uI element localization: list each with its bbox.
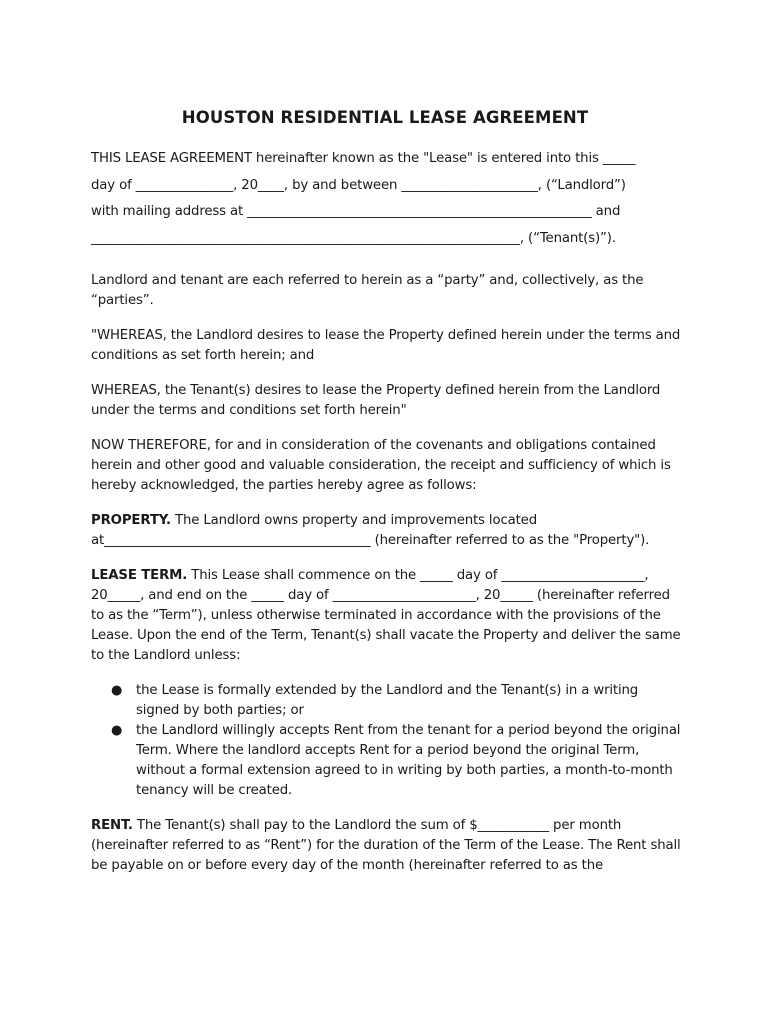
spacer	[91, 252, 681, 271]
spacer	[91, 666, 681, 681]
spacer	[91, 551, 681, 566]
intro-line-4: __________________________________________________________________, (“Tenant(s)”).	[91, 230, 616, 246]
rent-text: The Tenant(s) shall pay to the Landlord the sum of $___________ per month (hereinafter referred to as “Rent”) for the duration of the Term of the Lease. The Rent shall be payable on or before every day of the month (hereinafter referred to as the	[91, 818, 681, 873]
bullet-icon: ●	[111, 683, 123, 698]
list-item	[91, 721, 681, 801]
rent-paragraph	[91, 816, 681, 876]
property-text: The Landlord owns property and improvements located at_________________________________________ (hereinafter referred to as the "Property").	[91, 513, 650, 548]
bullet-text: the Lease is formally extended by the Landlord and the Tenant(s) in a writing signed by both parties; or	[136, 683, 639, 718]
property-heading: PROPERTY.	[91, 513, 171, 528]
intro-line-3: with mailing address at _____________________________________________________ and	[91, 204, 621, 219]
bullet-text: the Landlord willingly accepts Rent from the tenant for a period beyond the original Term. Where the landlord accepts Rent for a period beyond the original Term, without a formal extension agreed to in writing by both parties, a month-to-month tenancy will be created.	[136, 723, 681, 798]
spacer	[91, 496, 681, 511]
intro-line-2: day of _______________, 20____, by and between _____________________, (“Landlord”)	[91, 177, 626, 193]
intro-line-1: THIS LEASE AGREEMENT hereinafter known as the "Lease" is entered into this _____	[91, 151, 636, 166]
document-body	[91, 146, 681, 876]
lease-term-paragraph	[91, 566, 681, 666]
property-paragraph	[91, 511, 681, 551]
spacer	[91, 421, 681, 436]
whereas-paragraph-1: "WHEREAS, the Landlord desires to lease the Property defined herein under the terms and conditions as set forth herein; and	[91, 328, 681, 363]
bullet-icon: ●	[111, 723, 123, 738]
list-item	[91, 681, 681, 721]
intro-section	[91, 146, 681, 252]
lease-term-text: This Lease shall commence on the _____ day of ______________________, 20_____, and end on the _____ day of ______________________, 20_____ (hereinafter referred to as the “Term”), unless otherwise terminated in accordance with the provisions of the Lease. Upon the end of the Term, Tenant(s) shall vacate the Property and deliver the same to the Landlord unless:	[91, 568, 681, 663]
spacer	[91, 801, 681, 816]
spacer	[91, 366, 681, 381]
lease-term-heading: LEASE TERM.	[91, 568, 188, 583]
lease-term-bullet-list	[91, 681, 681, 801]
document-title: HOUSTON RESIDENTIAL LEASE AGREEMENT	[181, 108, 589, 127]
now-therefore-paragraph: NOW THEREFORE, for and in consideration of the covenants and obligations contained herein and other good and valuable consideration, the receipt and sufficiency of which is hereby acknowledged, the parties hereby agree as follows:	[91, 438, 671, 493]
spacer	[91, 311, 681, 326]
whereas-paragraph-2: WHEREAS, the Tenant(s) desires to lease the Property defined herein from the Landlord under the terms and conditions set forth herein"	[91, 383, 661, 418]
rent-heading: RENT.	[91, 818, 133, 833]
parties-paragraph: Landlord and tenant are each referred to herein as a “party” and, collectively, as the “parties”.	[91, 273, 644, 308]
